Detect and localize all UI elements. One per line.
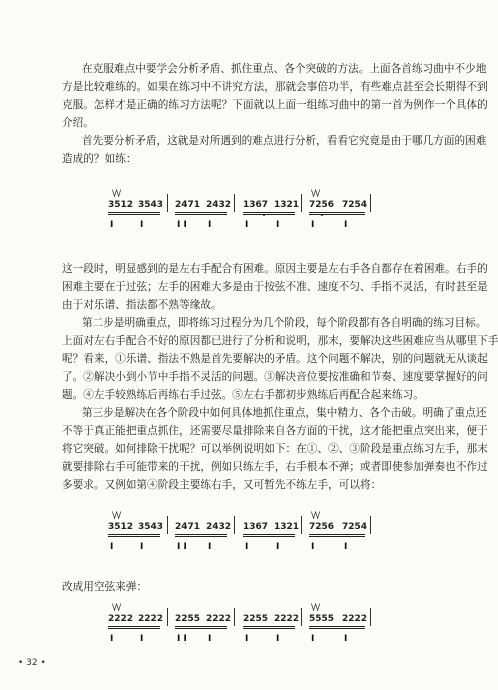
bow-mark: \/\/ bbox=[112, 511, 121, 521]
beam-line bbox=[243, 212, 295, 213]
beam-line bbox=[108, 628, 160, 629]
note-group: 2222 bbox=[274, 614, 300, 624]
fingering-mark: I bbox=[276, 220, 280, 230]
fingering-mark: I bbox=[311, 542, 315, 552]
fingering-mark: I bbox=[245, 220, 249, 230]
text-line: 将它突破。如何排除干扰呢？可以举例说明如下：在①、②、③阶段是重点练习左手，那末 bbox=[62, 443, 488, 455]
text-line: 在克服难点中要学会分析矛盾、抓住重点、各个突破的方法。上面各首练习曲中不少地 bbox=[82, 63, 487, 75]
fingering-mark: I bbox=[311, 220, 315, 230]
beam-line bbox=[175, 534, 227, 535]
note-group: 2432 bbox=[206, 200, 232, 210]
beam-line bbox=[243, 628, 295, 629]
note-group: 3512 bbox=[108, 522, 134, 532]
text-line: 造成的？如练： bbox=[62, 153, 137, 165]
fingering-mark: I I bbox=[177, 220, 187, 230]
bar-line bbox=[167, 516, 168, 534]
note-group: 5555 bbox=[309, 614, 335, 624]
bar-line bbox=[167, 608, 168, 626]
fingering-mark: I bbox=[311, 634, 315, 644]
text-line: 呢？看来，①乐谱、指法不熟是首先要解决的矛盾。这个问题不解决，别的问题就无从谈起 bbox=[62, 353, 488, 365]
note-group: 2222 bbox=[342, 614, 368, 624]
text-line: 上面对左右手配合不好的原因都已进行了分析和说明，那末，要解决这些困难应当从哪里下手 bbox=[62, 335, 498, 347]
fingering-mark: I bbox=[140, 542, 144, 552]
note-group: 7256 bbox=[309, 522, 335, 532]
octave-dot bbox=[263, 214, 265, 216]
beam-line bbox=[108, 536, 160, 537]
text-line: 克服。怎样才是正确的练习方法呢？下面就以上面一组练习曲中的第一首为例作一个具体的 bbox=[62, 99, 488, 111]
beam-line bbox=[108, 214, 160, 215]
note-group: 1321 bbox=[274, 200, 300, 210]
text-line: 改成用空弦来弹： bbox=[62, 581, 148, 593]
fingering-mark: I bbox=[208, 542, 212, 552]
fingering-mark: I I bbox=[177, 634, 187, 644]
beam-line bbox=[108, 626, 160, 627]
bar-line bbox=[167, 194, 168, 212]
fingering-mark: I bbox=[276, 634, 280, 644]
fingering-mark: I bbox=[208, 634, 212, 644]
note-group: 2432 bbox=[206, 522, 232, 532]
beam-line bbox=[309, 536, 365, 537]
bar-line bbox=[370, 608, 371, 626]
text-line: 不等于真正能把重点抓住，还需要尽量排除来自各方面的干扰，这才能把重点突出来，便于 bbox=[62, 425, 488, 437]
beam-line bbox=[243, 534, 295, 535]
fingering-mark: I bbox=[110, 634, 114, 644]
fingering-mark: I bbox=[344, 542, 348, 552]
note-group: 2222 bbox=[108, 614, 134, 624]
text-line: 题。④左手较熟练后再练右手过弦。⑤左右手都初步熟练后再配合起来练习。 bbox=[62, 389, 424, 401]
bar-line bbox=[234, 608, 235, 626]
beam-line bbox=[108, 212, 160, 213]
note-group: 1367 bbox=[243, 522, 269, 532]
bar-line bbox=[234, 194, 235, 212]
beam-line bbox=[108, 534, 160, 535]
note-group: 3543 bbox=[138, 200, 164, 210]
note-group: 1321 bbox=[274, 522, 300, 532]
beam-line bbox=[243, 626, 295, 627]
text-line: 由于对乐谱、指法都不熟等缘故。 bbox=[62, 299, 222, 311]
note-group: 1367 bbox=[243, 200, 269, 210]
beam-line bbox=[309, 212, 365, 213]
note-group: 3512 bbox=[108, 200, 134, 210]
beam-line bbox=[243, 536, 295, 537]
beam-line bbox=[175, 628, 227, 629]
beam-line bbox=[175, 626, 227, 627]
note-group: 7256 bbox=[309, 200, 335, 210]
text-line: 方是比较难练的。如果在练习中不讲究方法，那就会事倍功半，有些难点甚至会长期得不到 bbox=[62, 81, 488, 93]
bow-mark: \/\/ bbox=[112, 189, 121, 199]
note-group: 2222 bbox=[206, 614, 232, 624]
music-notation-2 bbox=[108, 512, 378, 558]
fingering-mark: I bbox=[344, 634, 348, 644]
note-group: 2471 bbox=[175, 522, 201, 532]
beam-line bbox=[309, 628, 365, 629]
fingering-mark: I bbox=[208, 220, 212, 230]
fingering-mark: I bbox=[245, 542, 249, 552]
text-line: 第三步是解决在各个阶段中如何具体地抓住重点，集中精力、各个击破。明确了重点还 bbox=[82, 407, 487, 419]
text-line: 就要排除右手可能带来的干扰，例如只练左手，右手根本不弹；或者即使参加弹奏也不作过 bbox=[62, 461, 488, 473]
beam-line bbox=[243, 214, 295, 215]
page-number: • 32 • bbox=[18, 658, 46, 668]
note-group: 7254 bbox=[342, 522, 368, 532]
text-line: 第二步是明确重点，即将练习过程分为几个阶段，每个阶段都有各自明确的练习目标。 bbox=[82, 317, 487, 329]
note-group: 2255 bbox=[243, 614, 269, 624]
note-group: 2255 bbox=[175, 614, 201, 624]
note-group: 2222 bbox=[138, 614, 164, 624]
fingering-mark: I bbox=[344, 220, 348, 230]
text-line: 了。②解决小到小节中手指不灵活的问题。③解决音位要按准确和节奏、速度要掌握好的问 bbox=[62, 371, 488, 383]
beam-line bbox=[309, 214, 365, 215]
fingering-mark: I I bbox=[177, 542, 187, 552]
beam-line bbox=[309, 534, 365, 535]
music-notation-1 bbox=[108, 190, 378, 236]
fingering-mark: I bbox=[245, 634, 249, 644]
fingering-mark: I bbox=[276, 542, 280, 552]
note-group: 2471 bbox=[175, 200, 201, 210]
text-line: 困难主要在于过弦；左手的困难大多是由于按弦不准、速度不匀、手指不灵活，有时甚至是 bbox=[62, 281, 488, 293]
note-group: 7254 bbox=[342, 200, 368, 210]
fingering-mark: I bbox=[110, 220, 114, 230]
text-line: 多要求。又例如第④阶段主要练右手，又可暂先不练左手，可以将： bbox=[62, 479, 382, 491]
bow-mark: \/\/ bbox=[311, 511, 320, 521]
beam-line bbox=[175, 214, 227, 215]
text-line: 介绍。 bbox=[62, 117, 94, 129]
fingering-mark: I bbox=[140, 634, 144, 644]
fingering-mark: I bbox=[110, 542, 114, 552]
bow-mark: \/\/ bbox=[311, 189, 320, 199]
bar-line bbox=[301, 608, 302, 626]
bow-mark: \/\/ bbox=[311, 603, 320, 613]
bar-line bbox=[234, 516, 235, 534]
beam-line bbox=[309, 626, 365, 627]
bar-line bbox=[370, 194, 371, 212]
beam-line bbox=[175, 212, 227, 213]
text-line: 这一段时，明显感到的是左右手配合有困难。原因主要是左右手各自都存在着困难。右手的 bbox=[62, 263, 488, 275]
bow-mark: \/\/ bbox=[112, 603, 121, 613]
text-line: 首先要分析矛盾，这就是对所遇到的难点进行分析，看看它究竟是由于哪几方面的困难 bbox=[82, 135, 487, 147]
fingering-mark: I bbox=[140, 220, 144, 230]
bar-line bbox=[301, 516, 302, 534]
note-group: 3543 bbox=[138, 522, 164, 532]
bar-line bbox=[301, 194, 302, 212]
beam-line bbox=[175, 536, 227, 537]
octave-dot bbox=[321, 214, 323, 216]
bar-line bbox=[370, 516, 371, 534]
music-notation-3 bbox=[108, 604, 378, 650]
